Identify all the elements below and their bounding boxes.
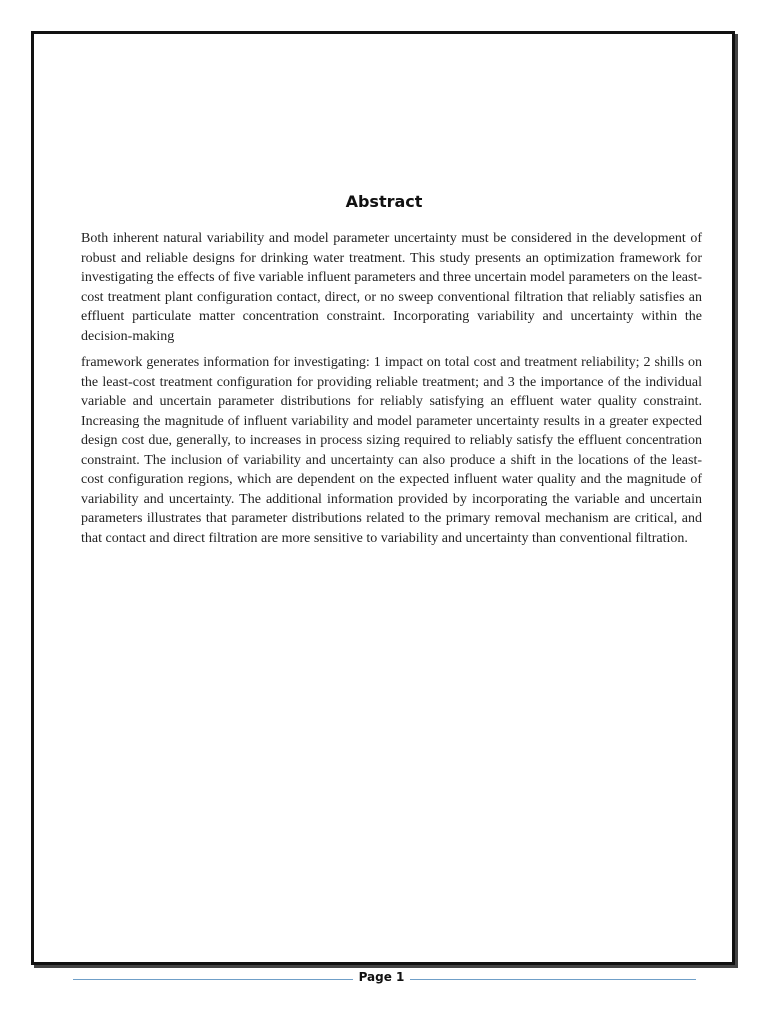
abstract-paragraph-2: framework generates information for investigating: 1 impact on total cost and treatment reliability; 2 shills on the least-cost treatment configuration for providing reliable treatment; and 3 the importance of the individual variable and uncertain parameter distributions for reliably satisfying an effluent water quality constraint. Increasing the magnitude of influent variability and model parameter uncertainty results in a greater expected design cost due, generally, to increases in process sizing required to reliably satisfy the effluent concentration constraint. The inclusion of variability and uncertainty can also produce a shift in the locations of the least-cost configuration regions, which are dependent on the expected influent water quality and the magnitude of variability and uncertainty. The additional information provided by incorporating the variable and uncertain parameters illustrates that parameter distributions related to the primary removal mechanism are critical, and that contact and direct filtration are more sensitive to variability and uncertainty than conventional filtration.	[81, 355, 702, 546]
abstract-title: Abstract	[345, 192, 423, 211]
footer-rule-right	[410, 979, 696, 980]
footer-rule-left	[73, 979, 353, 980]
abstract-paragraph-1: Both inherent natural variability and model parameter uncertainty must be considered in the development of robust and reliable designs for drinking water treatment. This study presents an optimization framework for investigating the effects of five variable influent parameters and three uncertain model parameters on the least-cost treatment plant configuration contact, direct, or no sweep conventional filtration that reliably satisfies an effluent particulate matter concentration constraint. Incorporating variability and uncertainty within the decision-making	[81, 231, 702, 344]
page-number: Page 1	[358, 970, 405, 984]
